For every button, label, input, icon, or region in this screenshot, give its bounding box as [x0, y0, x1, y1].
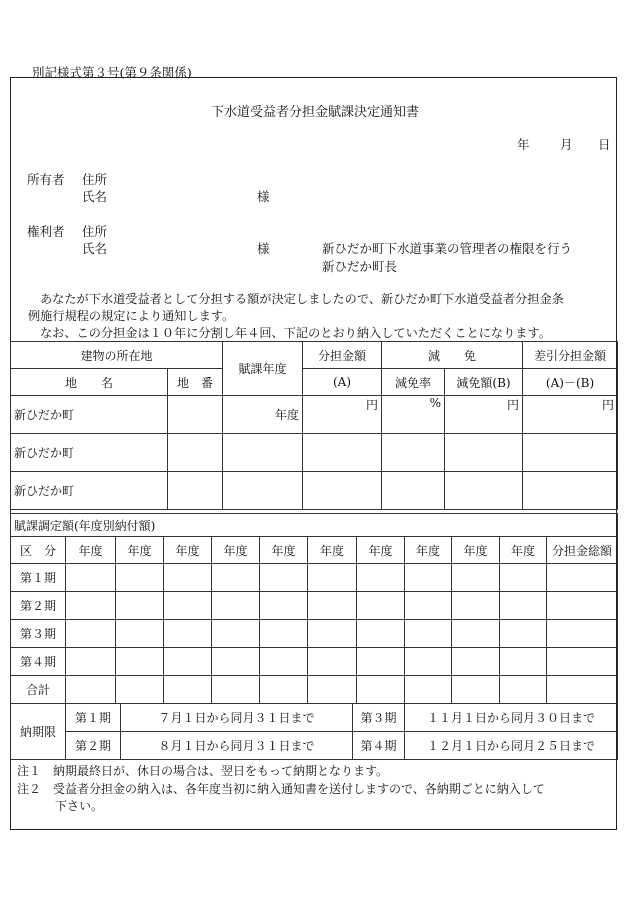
- date-year: 年: [517, 137, 530, 152]
- owner-address-label: 住所: [82, 172, 108, 187]
- lot-cell: [168, 472, 223, 510]
- form-number: 別記様式第３号(第９条関係): [32, 65, 192, 80]
- period-2-label: 第２期: [66, 732, 121, 760]
- document-title: 下水道受益者分担金賦課決定通知書: [210, 105, 419, 120]
- assessment-table: [10, 341, 618, 510]
- period-2-range: ８月１日から同月３１日まで: [121, 732, 353, 760]
- period-label: 第２期: [11, 592, 66, 620]
- period-1-label: 第１期: [66, 704, 121, 732]
- table-row: [11, 396, 618, 434]
- header-year: 年度: [164, 537, 212, 564]
- amount-cell: [303, 434, 382, 472]
- deadline-table: [10, 703, 618, 760]
- header-year: 賦課年度: [223, 342, 303, 396]
- period-4-label: 第４期: [353, 732, 405, 760]
- period-3-range: １１月１日から同月３０日まで: [405, 704, 618, 732]
- body-text-line2: 例施行規程の規定により通知します。: [28, 309, 235, 323]
- section-title: 賦課調定額(年度別納付額): [11, 514, 618, 537]
- table-row: [11, 620, 618, 648]
- year-cell: 年度: [223, 396, 303, 434]
- body-text-line1: あなたが下水道受益者として分担する額が決定しましたので、新ひだか町下水道受益者分担金条: [40, 292, 564, 306]
- header-net: 差引分担金額: [523, 342, 618, 369]
- year-cell: [223, 472, 303, 510]
- table-row: [11, 648, 618, 676]
- header-year: 年度: [66, 537, 116, 564]
- amount-cell: 円: [303, 396, 382, 434]
- header-amount-sub: (A): [303, 369, 382, 396]
- rights-holder-honorific: 様: [257, 241, 270, 256]
- rights-holder-name-label: 氏名: [82, 241, 108, 256]
- owner-honorific: 様: [257, 189, 270, 204]
- rate-cell: [382, 434, 445, 472]
- reduction-cell: [445, 472, 523, 510]
- header-year: 年度: [212, 537, 260, 564]
- header-net-sub: (A)－(B): [523, 369, 618, 396]
- table-row: [11, 564, 618, 592]
- table-row: [11, 472, 618, 510]
- table-row: [11, 676, 618, 704]
- owner-label: 所有者: [27, 172, 65, 187]
- header-year: 年度: [116, 537, 164, 564]
- period-label: 第４期: [11, 648, 66, 676]
- issuer-line1: 新ひだか町下水道事業の管理者の権限を行う: [322, 241, 573, 256]
- header-total: 分担金総額: [547, 537, 618, 564]
- header-year: 年度: [405, 537, 452, 564]
- header-year: 年度: [452, 537, 500, 564]
- period-label: 第１期: [11, 564, 66, 592]
- header-year: 年度: [260, 537, 308, 564]
- header-place: 地 名: [11, 369, 168, 396]
- place-cell: 新ひだか町: [11, 396, 168, 434]
- header-lot: 地 番: [168, 369, 223, 396]
- header-reduction: 減 免: [382, 342, 523, 369]
- header-reduction-amount: 減免額(B): [445, 369, 523, 396]
- period-label: 合計: [11, 676, 66, 704]
- lot-cell: [168, 434, 223, 472]
- rate-cell: %: [382, 396, 445, 434]
- period-3-label: 第３期: [353, 704, 405, 732]
- period-4-range: １２月１日から同月２５日まで: [405, 732, 618, 760]
- rights-holder-address-label: 住所: [82, 224, 108, 239]
- yearly-amount-table: [10, 513, 618, 704]
- place-cell: 新ひだか町: [11, 434, 168, 472]
- place-cell: 新ひだか町: [11, 472, 168, 510]
- lot-cell: [168, 396, 223, 434]
- header-location: 建物の所在地: [11, 342, 223, 369]
- table-row: [11, 592, 618, 620]
- rights-holder-label: 権利者: [27, 224, 65, 239]
- note-2-line2: 下さい。: [55, 799, 104, 813]
- net-cell: [523, 434, 618, 472]
- table-row: [11, 434, 618, 472]
- note-2-line1: 注２ 受益者分担金の納入は、各年度当初に納入通知書を送付しますので、各納期ごとに納入して: [17, 782, 545, 796]
- date-day: 日: [598, 137, 611, 152]
- period-label: 第３期: [11, 620, 66, 648]
- header-year: 年度: [308, 537, 357, 564]
- net-cell: [523, 472, 618, 510]
- body-text-line3: なお、この分担金は１０年に分割し年４回、下記のとおり納入していただくことになります。: [40, 326, 551, 340]
- header-year: 年度: [500, 537, 547, 564]
- period-1-range: ７月１日から同月３１日まで: [121, 704, 353, 732]
- header-year: 年度: [357, 537, 405, 564]
- header-amount: 分担金額: [303, 342, 382, 369]
- owner-name-label: 氏名: [82, 189, 108, 204]
- header-division: 区 分: [11, 537, 66, 564]
- header-reduction-rate: 減免率: [382, 369, 445, 396]
- amount-cell: [303, 472, 382, 510]
- note-1: 注１ 納期最終日が、休日の場合は、翌日をもって納期となります。: [17, 764, 389, 778]
- rate-cell: [382, 472, 445, 510]
- year-cell: [223, 434, 303, 472]
- date-month: 月: [560, 137, 573, 152]
- deadline-label: 納期限: [11, 704, 66, 760]
- reduction-cell: [445, 434, 523, 472]
- issuer-line2: 新ひだか町長: [322, 259, 398, 274]
- net-cell: 円: [523, 396, 618, 434]
- reduction-cell: 円: [445, 396, 523, 434]
